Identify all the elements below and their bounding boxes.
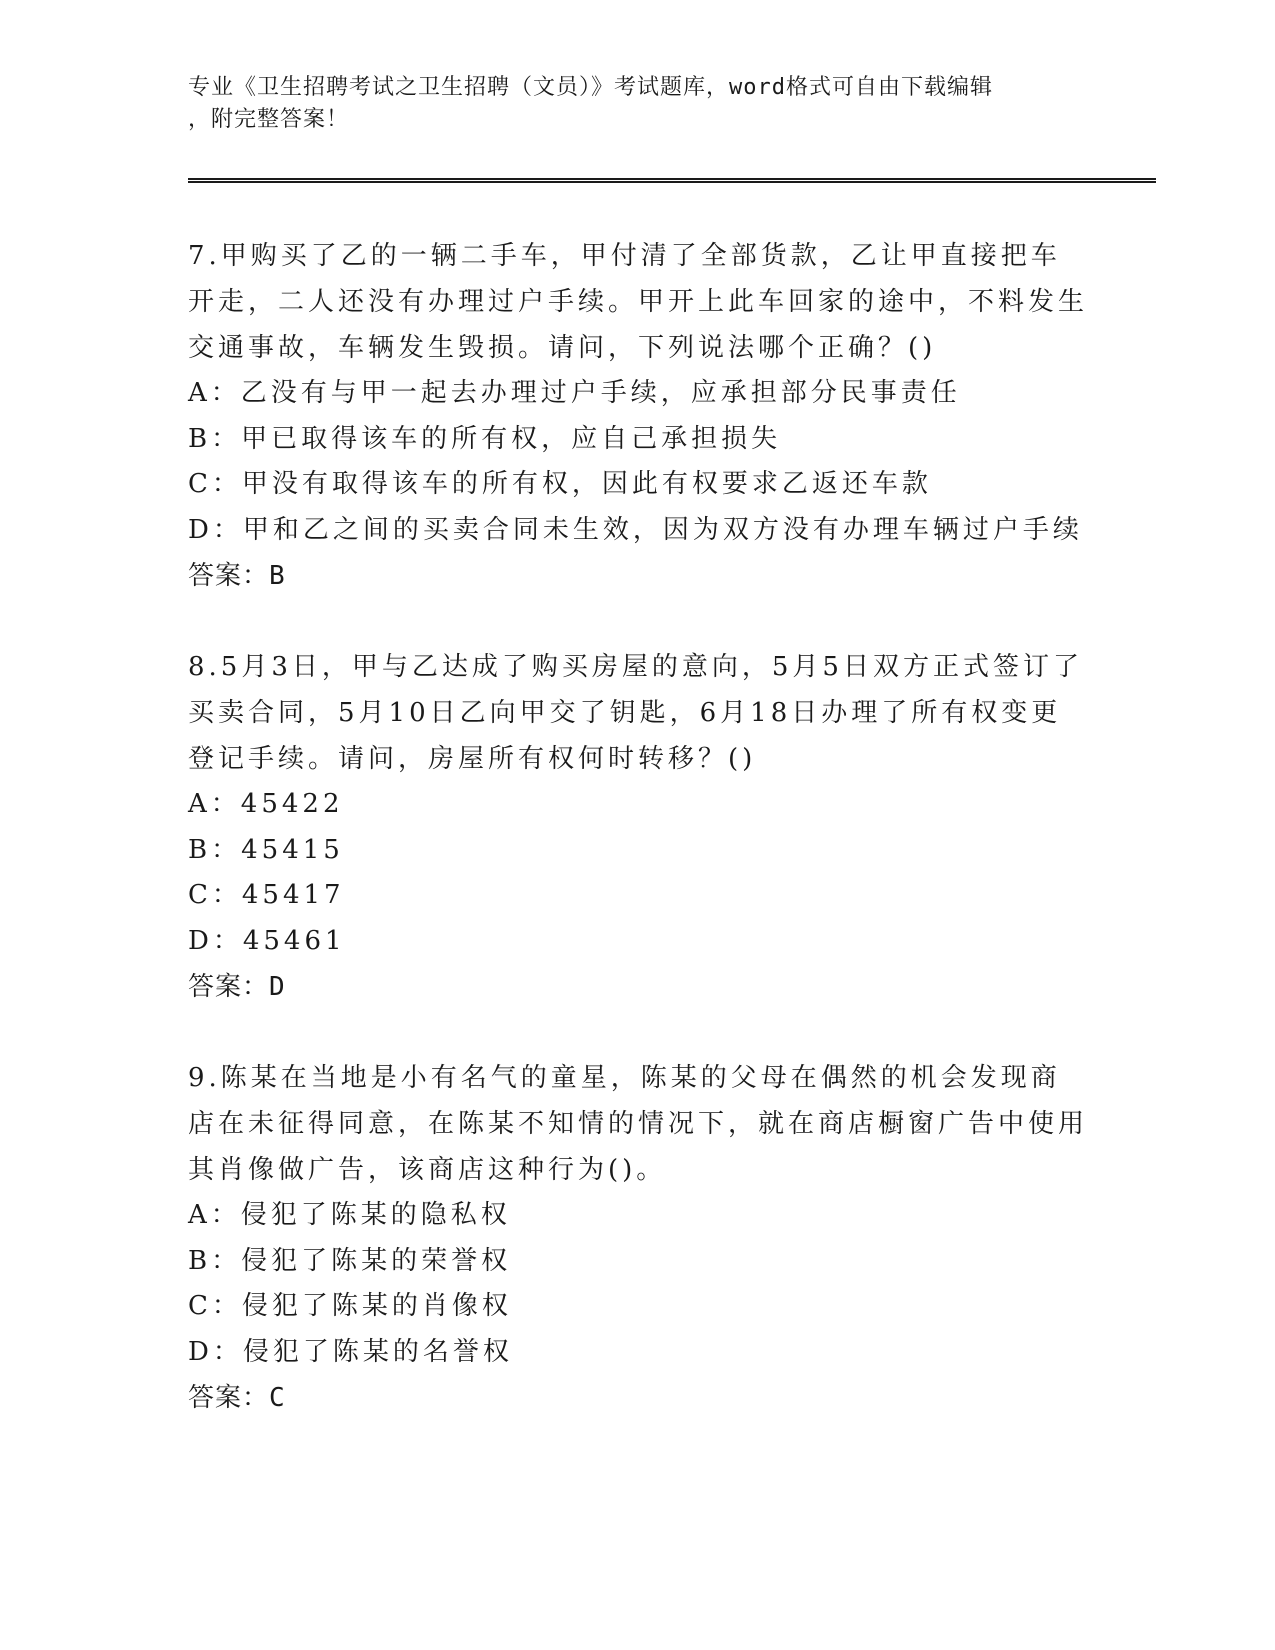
answer: 答案：C [188,1383,286,1413]
answer: 答案：D [188,972,286,1002]
option-c: C：45417 [188,880,345,910]
header-double-rule [188,178,1156,183]
question-9 [188,1055,1088,1421]
answer: 答案：B [188,561,286,591]
option-d: D：45461 [188,925,346,956]
option-b: B：45415 [188,834,344,865]
option-a: A：45422 [188,789,344,819]
option-c: C：甲没有取得该车的所有权，因此有权要求乙返还车款 [188,469,932,499]
option-b: B：侵犯了陈某的荣誉权 [188,1245,512,1276]
option-d: D：甲和乙之间的买卖合同未生效，因为双方没有办理车辆过户手续 [188,514,1083,545]
question-stem: 7.甲购买了乙的一辆二手车，甲付清了全部货款，乙让甲直接把车开走，二人还没有办理过户手续。甲开上此车回家的途中，不料发生交通事故，车辆发生毁损。请问，下列说法哪个正确？() [188,241,1089,363]
option-a: A：乙没有与甲一起去办理过户手续，应承担部分民事责任 [188,378,961,408]
option-d: D：侵犯了陈某的名誉权 [188,1336,513,1367]
option-b: B：甲已取得该车的所有权，应自己承担损失 [188,423,782,454]
question-stem: 9.陈某在当地是小有名气的童星，陈某的父母在偶然的机会发现商店在未征得同意，在陈某不知情的情况下，就在商店橱窗广告中使用其肖像做广告，该商店这种行为()。 [188,1063,1089,1185]
question-8 [188,644,1088,1010]
header-line-2: ，附完整答案！ [188,107,350,132]
option-c: C：侵犯了陈某的肖像权 [188,1291,512,1321]
document-header [188,72,1088,136]
header-line-1: 专业《卫生招聘考试之卫生招聘（文员）》考试题库，word格式可自由下载编辑 [188,75,993,100]
question-7 [188,233,1088,599]
question-stem: 8.5月3日，甲与乙达成了购买房屋的意向，5月5日双方正式签订了买卖合同，5月10日乙向甲交了钥匙，6月18日办理了所有权变更登记手续。请问，房屋所有权何时转移？() [188,652,1083,774]
option-a: A：侵犯了陈某的隐私权 [188,1200,511,1230]
